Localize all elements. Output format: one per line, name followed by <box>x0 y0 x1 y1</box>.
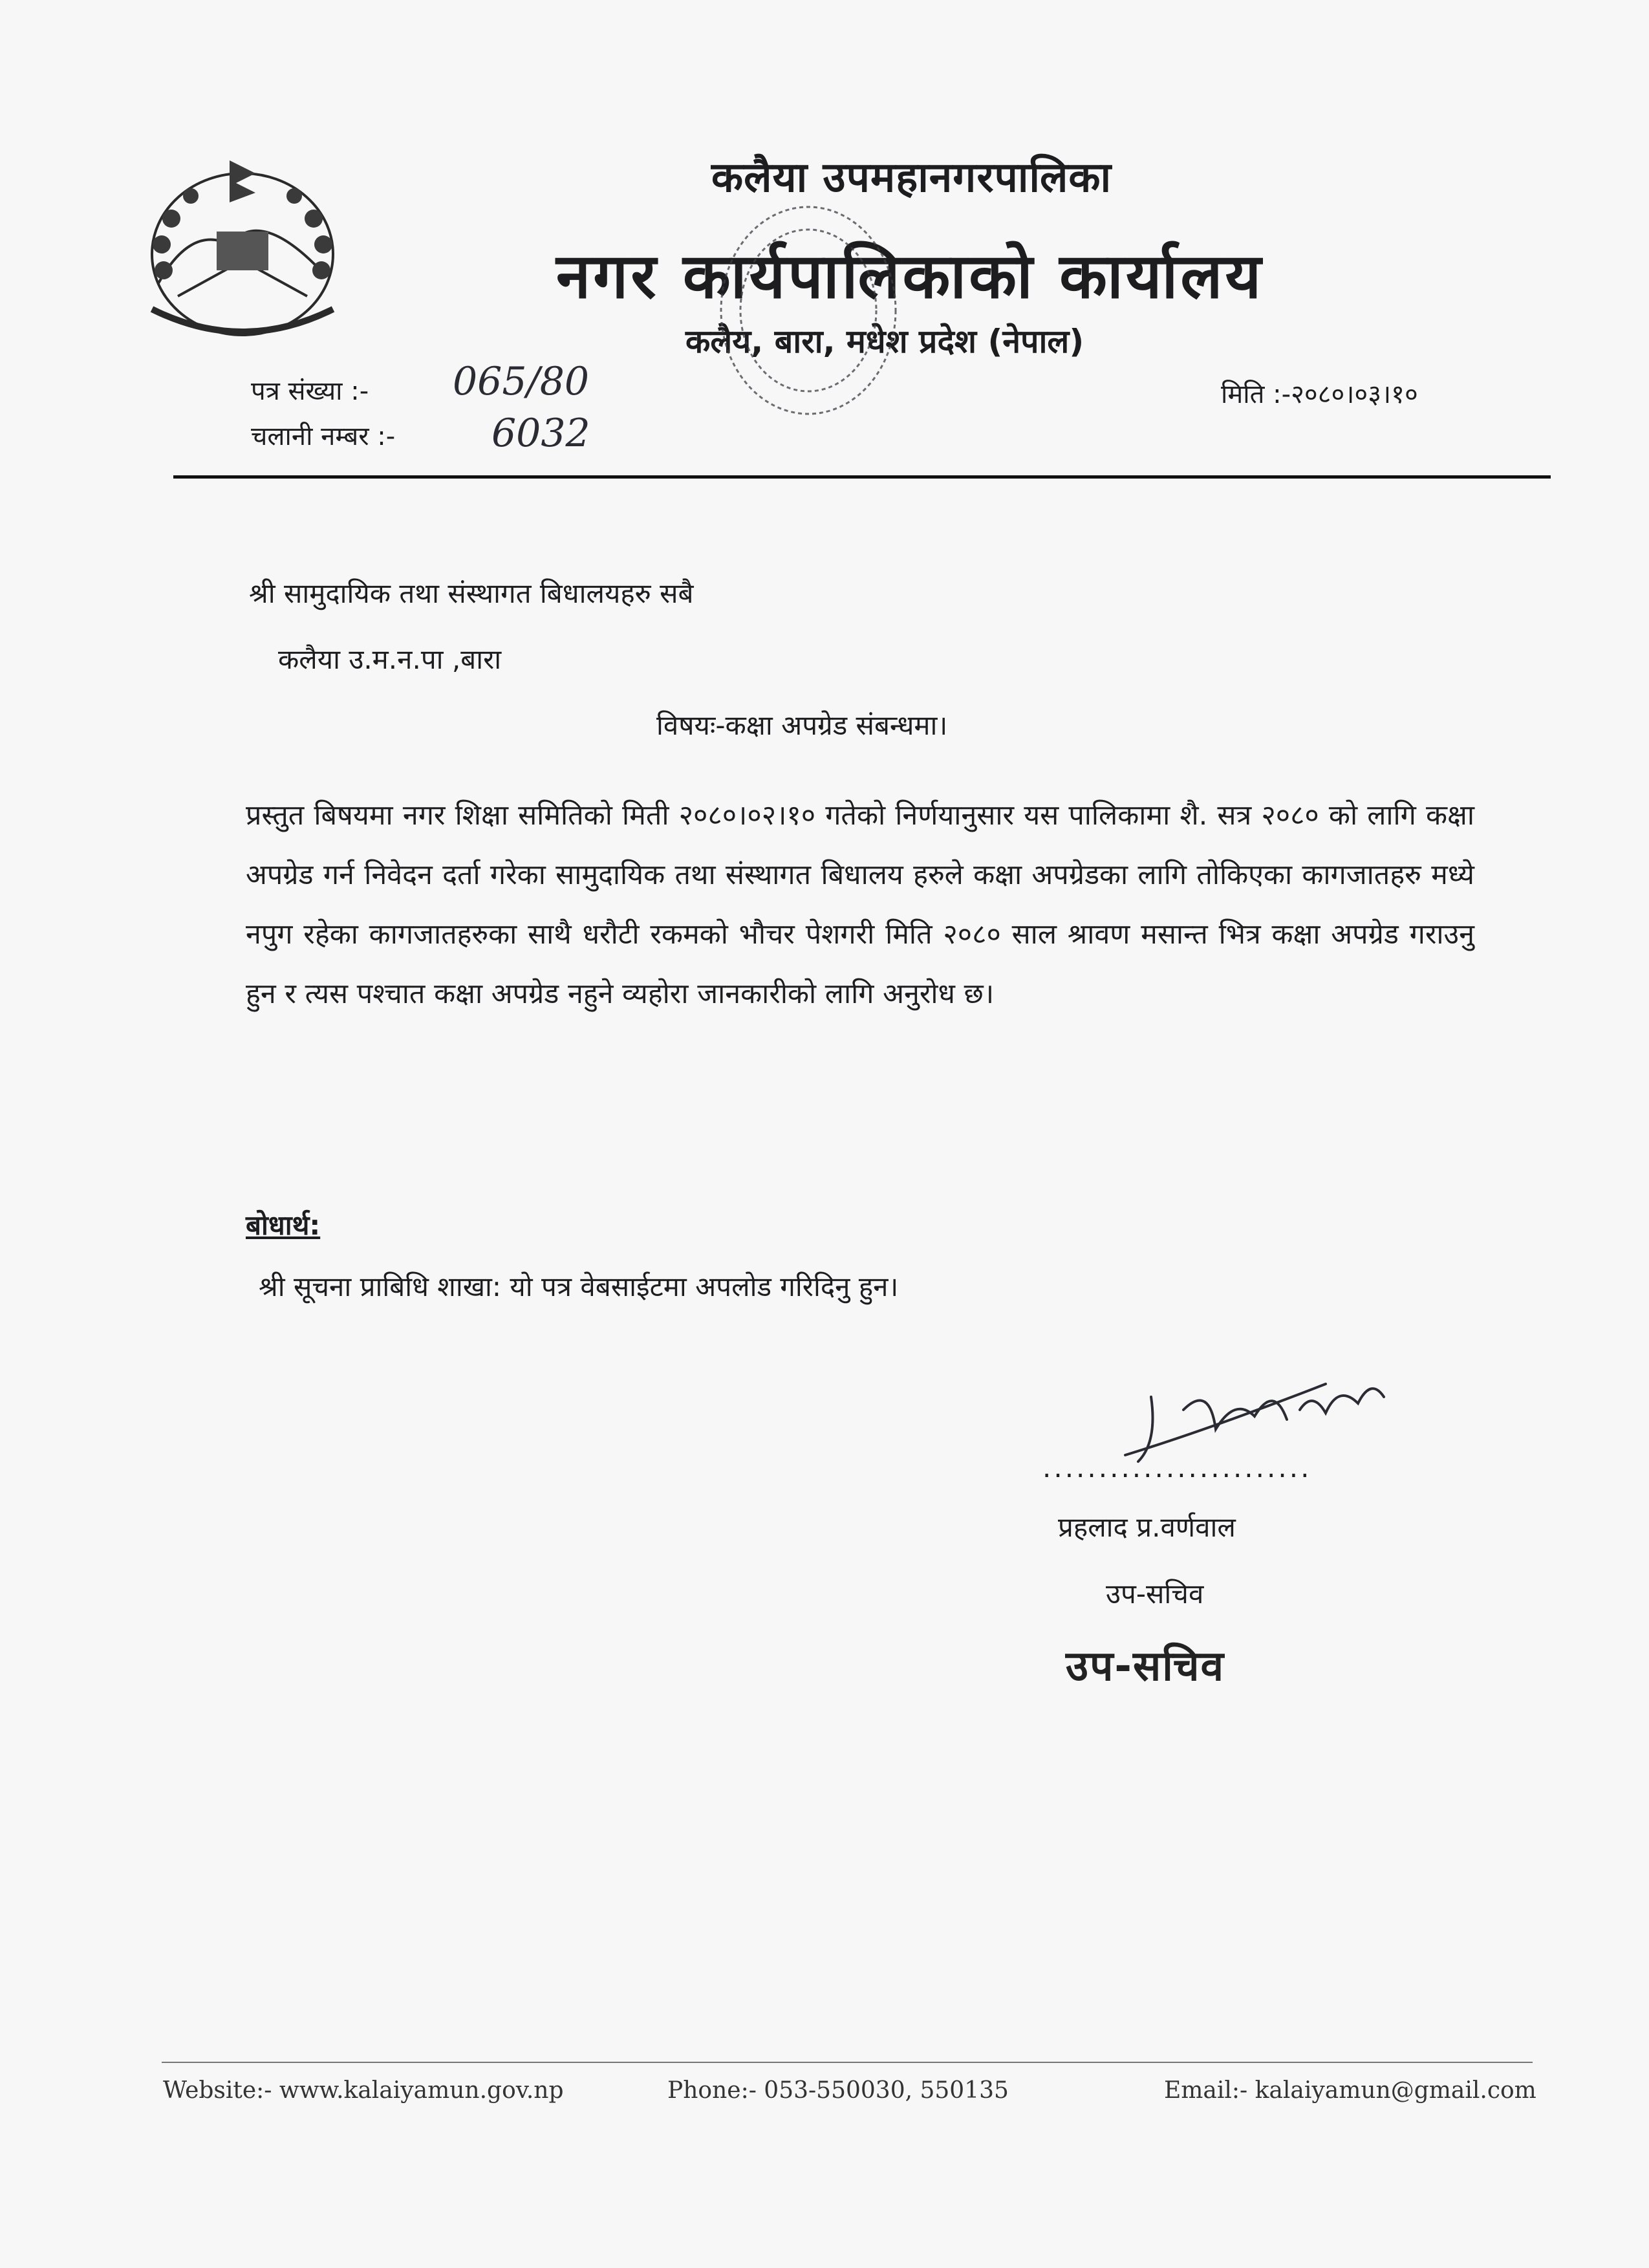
office-name: नगर कार्यपालिकाको कार्यालय <box>556 240 1264 312</box>
cc-line: श्री सूचना प्राबिधि शाखा: यो पत्र वेबसाईटमा अपलोड गरिदिनु हुन। <box>259 1271 899 1302</box>
cc-heading: बोधार्थ: <box>246 1209 321 1241</box>
header-divider <box>173 475 1551 479</box>
footer-website: Website:- www.kalaiyamun.gov.np <box>163 2077 564 2104</box>
footer-divider <box>162 2062 1533 2063</box>
subject-line: विषयः-कक्षा अपग्रेड संबन्धमा। <box>656 709 948 741</box>
footer-phone: Phone:- 053-550030, 550135 <box>667 2077 1009 2104</box>
signatory-name: प्रहलाद प्र.वर्णवाल <box>1058 1511 1236 1543</box>
title-stamp: उप-सचिव <box>1066 1643 1225 1690</box>
signatory-title: उप-सचिव <box>1106 1578 1204 1610</box>
municipality-name: कलैया उपमहानगरपालिका <box>711 154 1112 202</box>
addressee-line-2: कलैया उ.म.न.पा ,बारा <box>278 643 502 675</box>
signature-line: ........................ <box>1042 1452 1312 1484</box>
office-address: कलैय, बारा, मधेश प्रदेश (नेपाल) <box>685 323 1084 360</box>
letter-body: प्रस्तुत बिषयमा नगर शिक्षा समितिको मिती २०८०।०२।१० गतेको निर्णयानुसार यस पालिकामा शै. सत्र २०८० को लागि कक्षा अपग्रेड गर्न निवेदन दर्ता गरेका सामुदायिक तथा संस्थागत बिधालय हरुले कक्षा अपग्रेडका लागि तोकिएका कागजातहरु मध्ये नपुग रहेका कागजातहरुका साथै धरौटी रकमको भौचर पेशगरी मिति २०८० साल श्रावण मसान्त भित्र कक्षा अपग्रेड गराउनु हुन र त्यस पश्चात कक्षा अपग्रेड नहुने व्यहोरा जानकारीको लागि अनुरोध छ। <box>246 799 1474 1010</box>
nepal-emblem-icon <box>133 147 352 348</box>
letter-date: मिति :-२०८०।०३।१० <box>1221 380 1418 409</box>
letter-number-value: 065/80 <box>453 359 590 404</box>
addressee-line-1: श्री सामुदायिक तथा संस्थागत बिधालयहरु सबै <box>249 578 694 609</box>
office-stamp-icon <box>711 194 905 466</box>
letter-number-label: पत्र संख्या :- <box>251 376 369 406</box>
dispatch-number-value: 6032 <box>491 411 590 456</box>
footer-email: Email:- kalaiyamun@gmail.com <box>1164 2077 1536 2104</box>
dispatch-number-label: चलानी नम्बर :- <box>251 422 396 451</box>
